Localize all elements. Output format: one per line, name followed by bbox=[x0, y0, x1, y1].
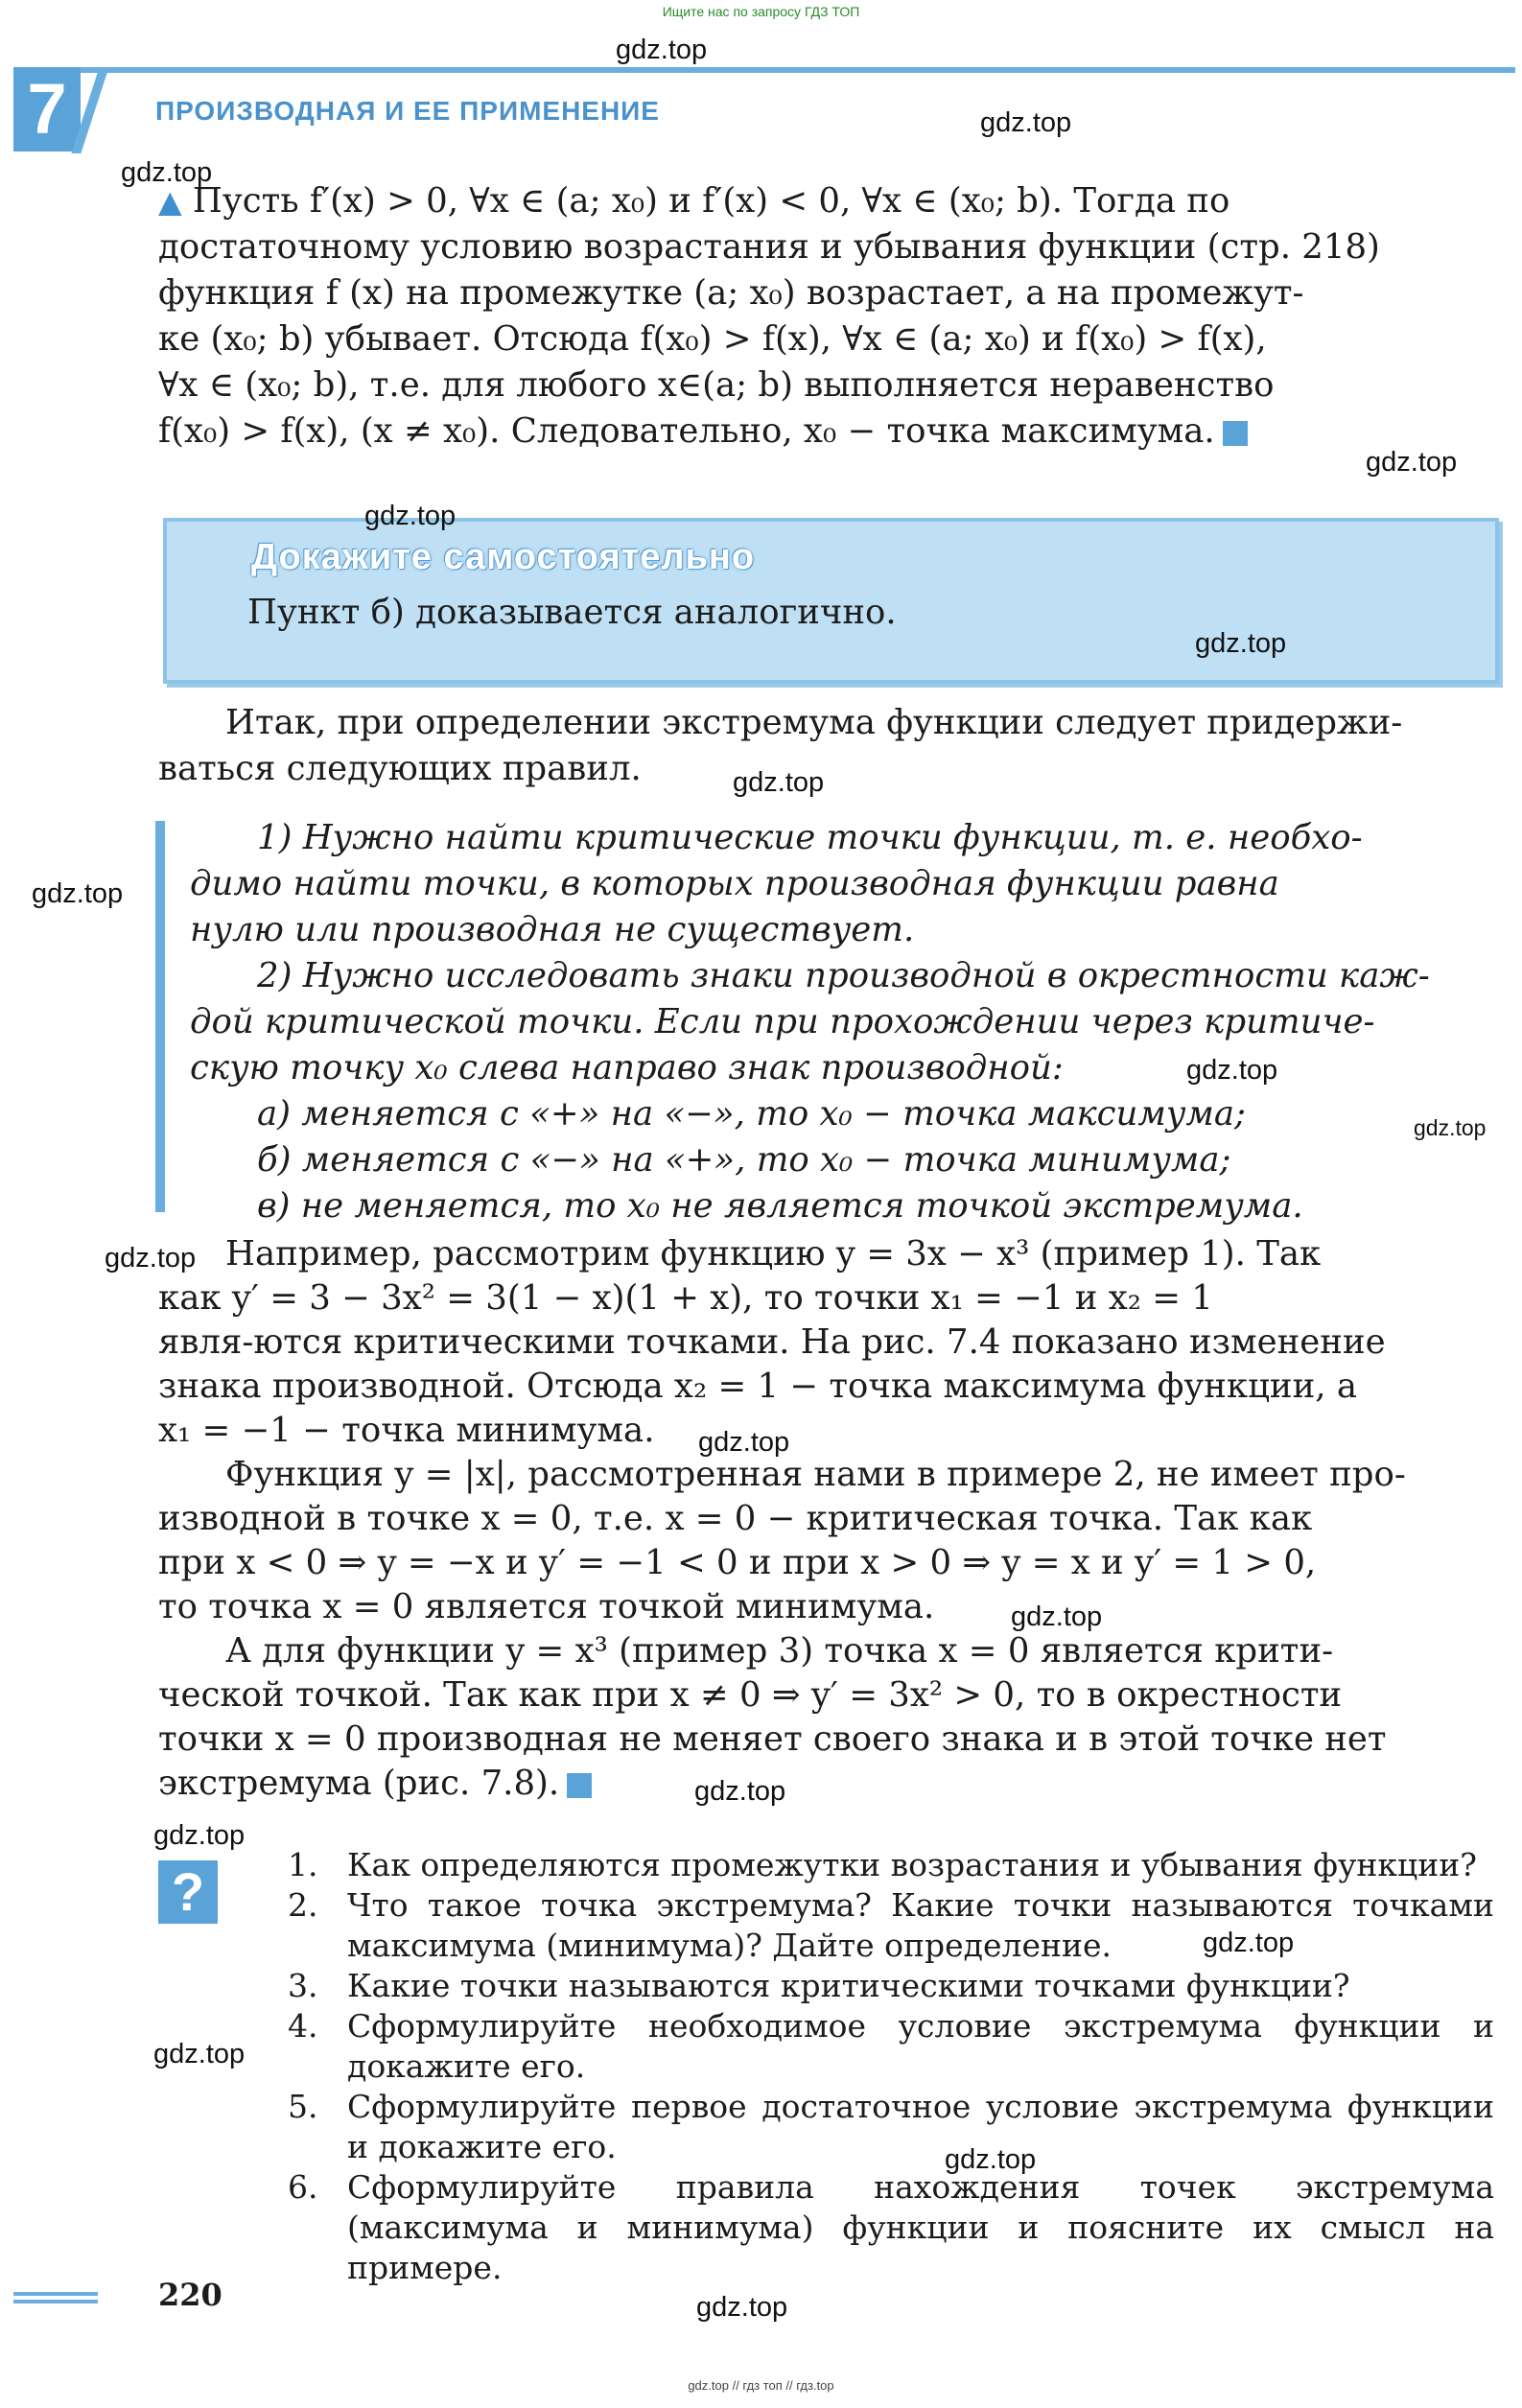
example-line: то точка x = 0 является точкой минимума. bbox=[158, 1587, 935, 1626]
watermark: gdz.top bbox=[696, 2292, 788, 2323]
rule-line: скую точку x₀ слева направо знак производной: bbox=[190, 1048, 1064, 1087]
question-item: 1. Как определяются промежутки возрастания и убывания функции? bbox=[288, 1846, 1477, 1883]
rule-line: димо найти точки, в которых производная функции равна bbox=[190, 864, 1279, 903]
example-line: изводной в точке x = 0, т.е. x = 0 − критическая точка. Так как bbox=[158, 1499, 1313, 1538]
proof-line: ∀x ∈ (x₀; b), т.е. для любого x∈(a; b) выполняется неравенство bbox=[158, 365, 1275, 405]
watermark: gdz.top bbox=[153, 1820, 246, 1851]
watermark: gdz.top bbox=[980, 107, 1072, 138]
example-line: ческой точкой. Так как при x ≠ 0 ⇒ y′ = 3x² > 0, то в окрестности bbox=[158, 1675, 1343, 1715]
bottom-note: gdz.top // гдз топ // гдз.top bbox=[688, 2378, 834, 2393]
rule-line: в) не меняется, то x₀ не является точкой экстремума. bbox=[257, 1186, 1303, 1226]
questions-list bbox=[288, 1845, 1494, 2288]
rule-line: дой критической точки. Если при прохождении через критиче- bbox=[190, 1002, 1375, 1041]
end-of-example-square-icon bbox=[567, 1773, 592, 1798]
page-footer-lines bbox=[13, 2292, 98, 2296]
rule-line: 1) Нужно найти критические точки функции, т. е. необхо- bbox=[257, 818, 1363, 857]
watermark: gdz.top bbox=[364, 501, 457, 531]
triangle-marker-icon: ▲ bbox=[158, 183, 182, 220]
watermark: gdz.top bbox=[1011, 1601, 1103, 1632]
proof-paragraph bbox=[158, 178, 1493, 455]
rule-line: нулю или производная не существует. bbox=[190, 910, 915, 949]
example-line: знака производной. Отсюда x₂ = 1 − точка максимума функции, а bbox=[158, 1367, 1357, 1406]
watermark: gdz.top bbox=[733, 767, 825, 798]
question-item: 4. Сформулируйте необходимое условие экстремума функции и докажите его. bbox=[288, 2007, 1494, 2085]
rule-line: а) меняется с «+» на «−», то x₀ − точка максимума; bbox=[257, 1094, 1246, 1134]
example-line: как y′ = 3 − 3x² = 3(1 − x)(1 + x), то точки x₁ = −1 и x₂ = 1 bbox=[158, 1278, 1213, 1318]
example-line: явля-ются критическими точками. На рис. 7.4 показано изменение bbox=[158, 1322, 1386, 1362]
watermark: gdz.top bbox=[153, 2039, 246, 2069]
proof-line: f(x₀) > f(x), (x ≠ x₀). Следовательно, x₀ − точка максимума. bbox=[158, 409, 1493, 455]
rule-line: б) меняется с «−» на «+», то x₀ − точка минимума; bbox=[257, 1140, 1231, 1180]
example-line: точки x = 0 производная не меняет своего знака и в этой точке нет bbox=[158, 1719, 1387, 1759]
rules-block bbox=[190, 815, 1494, 1229]
question-item: 5. Сформулируйте первое достаточное условие экстремума функции и докажите его. bbox=[288, 2088, 1494, 2165]
prove-yourself-title: Докажите самостоятельно bbox=[251, 537, 756, 577]
proof-line: функция f (x) на промежутке (a; x₀) возрастает, а на промежут- bbox=[158, 273, 1304, 313]
question-item: 3. Какие точки называются критическими точками функции? bbox=[288, 1967, 1350, 2004]
intro-line: ваться следующих правил. bbox=[158, 749, 642, 788]
watermark: gdz.top bbox=[1186, 1055, 1278, 1086]
example-line: при x < 0 ⇒ y = −x и y′ = −1 < 0 и при x > 0 ⇒ y = x и y′ = 1 > 0, bbox=[158, 1543, 1317, 1582]
example-line: Например, рассмотрим функцию y = 3x − x³ (пример 1). Так bbox=[225, 1234, 1322, 1274]
watermark: gdz.top bbox=[1366, 447, 1458, 478]
watermark: gdz.top bbox=[945, 2144, 1037, 2175]
watermark: gdz.top bbox=[698, 1427, 790, 1458]
watermark: gdz.top bbox=[121, 157, 213, 188]
top-note: Ищите нас по запросу ГДЗ ТОП bbox=[662, 4, 860, 19]
page-number: 220 bbox=[158, 2277, 222, 2313]
rules-side-bar bbox=[155, 821, 165, 1212]
chapter-header-bar bbox=[81, 67, 1515, 73]
prove-yourself-text: Пункт б) доказывается аналогично. bbox=[247, 593, 897, 632]
example-line: Функция y = |x|, рассмотренная нами в примере 2, не имеет про- bbox=[225, 1455, 1406, 1494]
question-mark-icon: ? bbox=[158, 1860, 218, 1924]
example-line: экстремума (рис. 7.8). bbox=[158, 1762, 1493, 1806]
question-item: 2. Что такое точка экстремума? Какие точки называются точками максимума (минимума)? Дайте определение. bbox=[288, 1886, 1494, 1964]
chapter-title: ПРОИЗВОДНАЯ И ЕЕ ПРИМЕНЕНИЕ bbox=[155, 96, 660, 126]
chapter-number: 7 bbox=[13, 67, 81, 152]
watermark: gdz.top bbox=[616, 35, 708, 65]
question-item: 6. Сформулируйте правила нахождения точек экстремума (максимума и минимума) функции и поясните их смысл на примере. bbox=[288, 2168, 1494, 2286]
example-line: А для функции y = x³ (пример 3) точка x = 0 является крити- bbox=[225, 1631, 1334, 1671]
intro-paragraph bbox=[158, 700, 1493, 792]
examples-paragraph bbox=[158, 1232, 1493, 1806]
example-line: x₁ = −1 − точка минимума. bbox=[158, 1411, 655, 1450]
watermark: gdz.top bbox=[1414, 1115, 1487, 1140]
watermark: gdz.top bbox=[1195, 628, 1287, 659]
watermark: gdz.top bbox=[105, 1243, 197, 1274]
proof-line: достаточному условию возрастания и убывания функции (стр. 218) bbox=[158, 227, 1380, 267]
proof-line: ▲ Пусть f′(x) > 0, ∀x ∈ (a; x₀) и f′(x) < 0, ∀x ∈ (x₀; b). Тогда по bbox=[158, 181, 1230, 221]
intro-line: Итак, при определении экстремума функции следует придержи- bbox=[225, 703, 1403, 742]
watermark: gdz.top bbox=[694, 1776, 786, 1807]
end-of-proof-square-icon bbox=[1223, 421, 1248, 446]
proof-line: ке (x₀; b) убывает. Отсюда f(x₀) > f(x), ∀x ∈ (a; x₀) и f(x₀) > f(x), bbox=[158, 319, 1267, 359]
watermark: gdz.top bbox=[1203, 1928, 1295, 1958]
watermark: gdz.top bbox=[32, 878, 124, 909]
rule-line: 2) Нужно исследовать знаки производной в окрестности каж- bbox=[257, 956, 1430, 995]
